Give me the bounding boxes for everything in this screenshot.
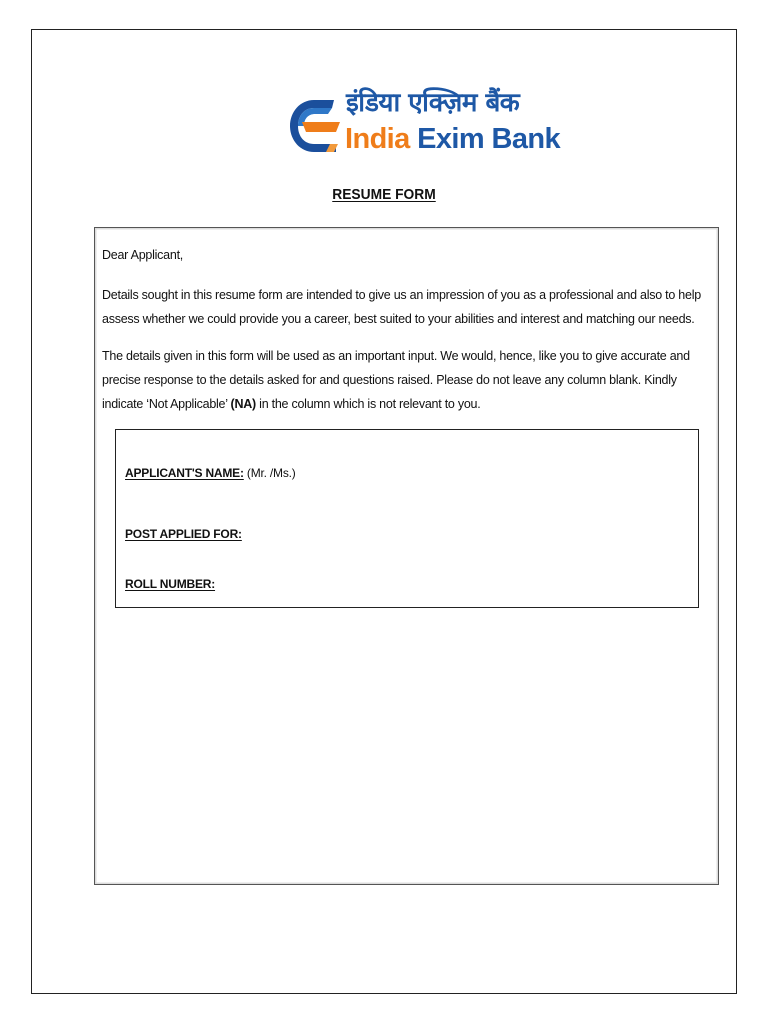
applicant-name-label: APPLICANT'S NAME: <box>125 466 244 480</box>
post-applied-field <box>125 526 242 542</box>
applicant-name-hint: (Mr. /Ms.) <box>243 466 296 480</box>
logo-hindi-text: इंडिया एक्ज़िम बैंक <box>346 88 520 118</box>
instructions-text-start: The details given in this form will be used as an important input. We would, hence, like you to give accurate and precise response to the details asked for and questions raised. Please do not leave any column blank. Kindly indicate ‘Not Applicable’ <box>102 349 690 411</box>
post-applied-label: POST APPLIED FOR: <box>125 527 242 541</box>
instructions-text-end: in the column which is not relevant to you. <box>255 397 481 411</box>
intro-paragraph: Details sought in this resume form are intended to give us an impression of you as a professional and also to help assess whether we could provide you a career, best suited to your abilities and interest and matching our needs. <box>102 288 701 326</box>
applicant-name-field <box>125 465 296 481</box>
greeting-text: Dear Applicant, <box>102 248 184 262</box>
roll-number-label: ROLL NUMBER: <box>125 577 216 591</box>
logo-english-text <box>345 122 560 156</box>
na-abbreviation: (NA) <box>230 397 256 411</box>
logo-english-exim-bank: Exim Bank <box>417 123 561 155</box>
india-exim-bank-logo <box>282 86 561 166</box>
exim-e-logo-icon <box>282 86 344 166</box>
roll-number-field <box>125 576 215 592</box>
instructions-paragraph <box>102 344 717 416</box>
logo-english-india: India <box>345 123 418 155</box>
page-title: RESUME FORM <box>332 186 436 203</box>
